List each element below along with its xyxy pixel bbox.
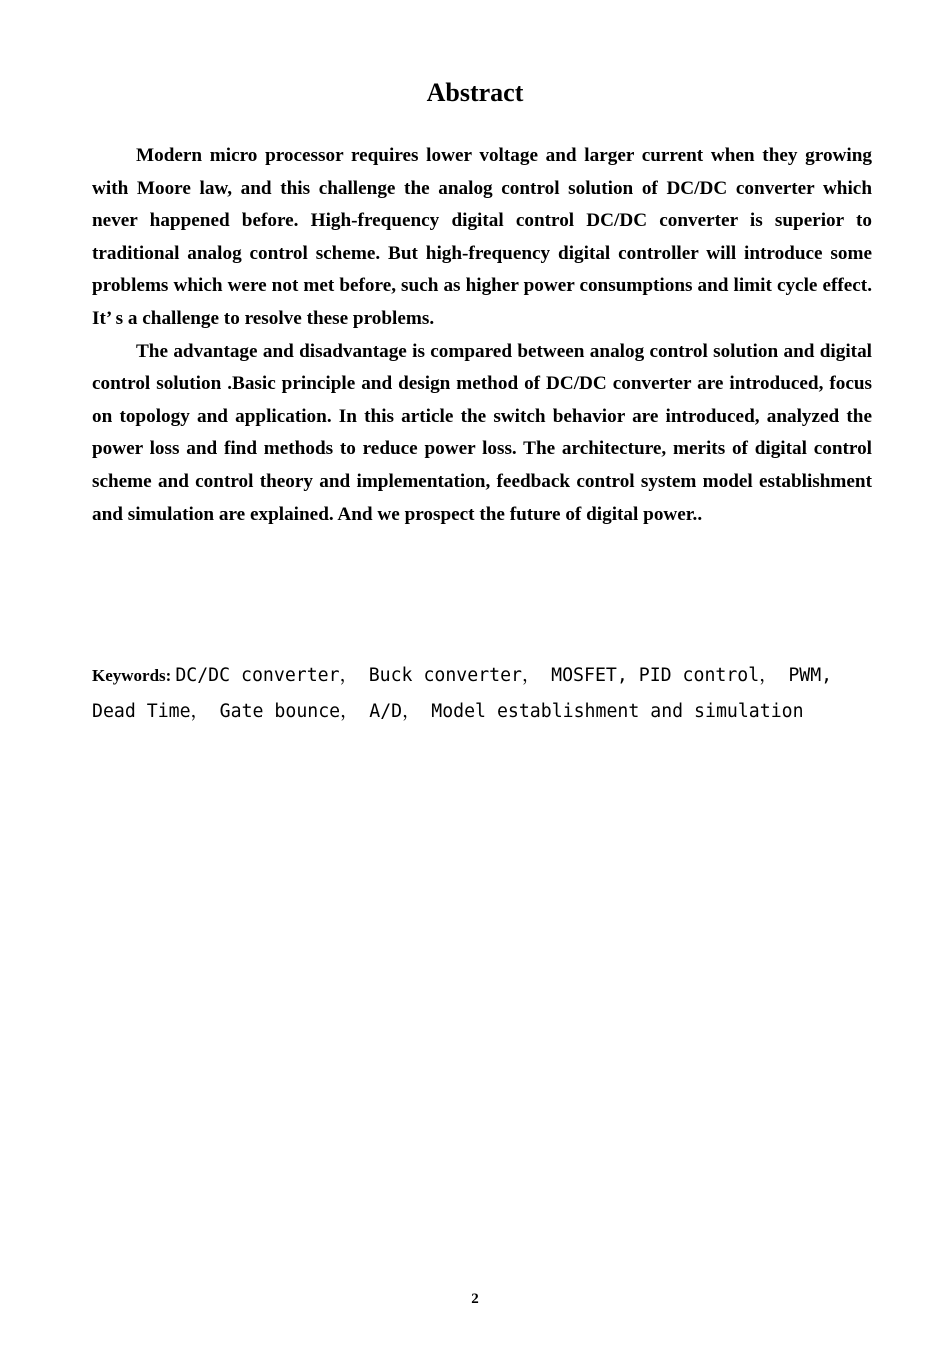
page-title: Abstract [426, 78, 524, 107]
abstract-paragraph-1: Modern micro processor requires lower voltage and larger current when they growing with Moore law, and this challenge the analog control solution of DC/DC converter which never happened before. High-frequency digital control DC/DC converter is superior to traditional analog control scheme. But high-frequency digital controller will introduce some problems which were not met before, such as higher power consumptions and limit cycle effect. It’ s a challenge to resolve these problems. [92, 145, 872, 329]
keywords-label: Keywords: [92, 666, 172, 685]
keywords-text: DC/DC converter， Buck converter， MOSFET, PID control， PWM, Dead Time， Gate bounce， A/D， Model establishment and simulation [92, 665, 833, 722]
keywords-line [92, 658, 882, 730]
abstract-paragraph-2: The advantage and disadvantage is compared between analog control solution and digital control solution .Basic principle and design method of DC/DC converter are introduced, focus on topology and application. In this article the switch behavior are introduced, analyzed the power loss and find methods to reduce power loss. The architecture, merits of digital control scheme and control theory and implementation, feedback control system model establishment and simulation are explained. And we prospect the future of digital power.. [92, 340, 872, 525]
page-number: 2 [471, 1291, 479, 1307]
abstract-body [92, 140, 872, 531]
